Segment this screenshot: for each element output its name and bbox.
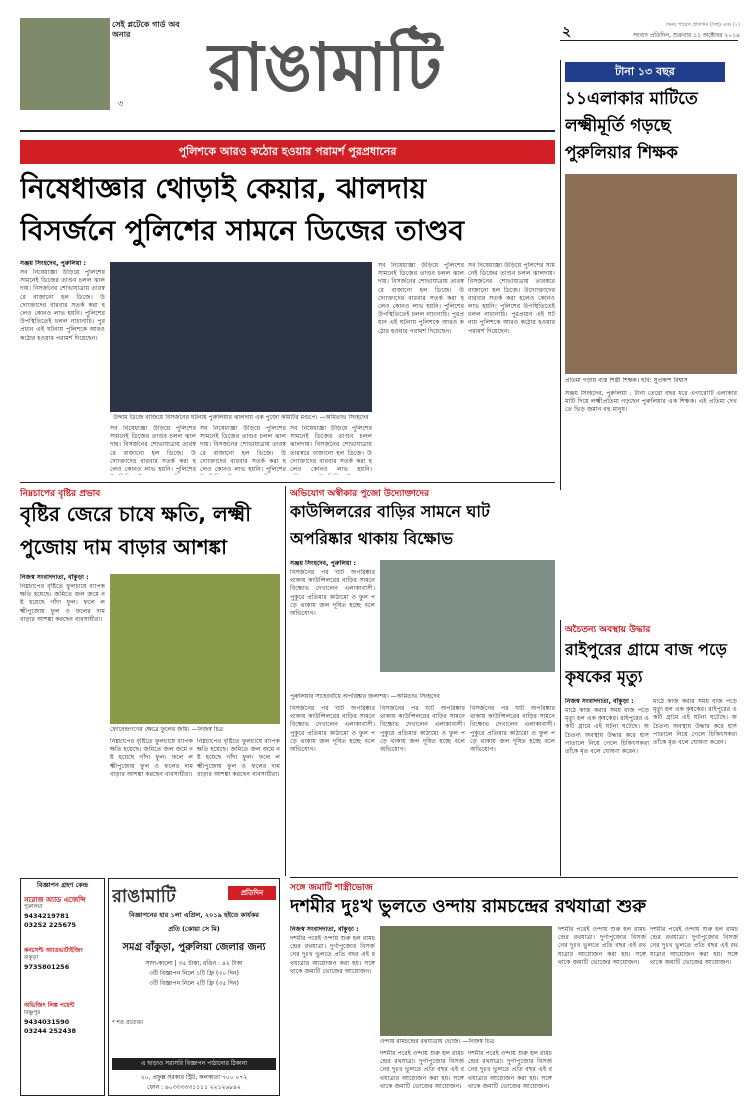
right-top-body: সঞ্জয় সিংহদেব, পুরুলিয়া : টানা তেরো বছর ধরে এগারোটি এলাকার মাটি দিয়ে লক্ষ্মীপ্রতিমা গড়ছেন পুরুলিয়ার এক শিক্ষক। এই প্রতিমা দেখতে ভিড় জমান বহু মানুষ।: [565, 390, 737, 414]
header-rule: [560, 40, 738, 41]
bottom-photo: [380, 926, 552, 1036]
right-mid-body-col1: মাঠে কাজ করার সময় বাজ পড়ে মৃত্যু হল এক কৃষকের। রাইপুরের একটি গ্রামে এই ঘটনা ঘটেছে। অচৈতন্য অবস্থায় উদ্ধার করে হাসপাতালে নিয়ে গেলে চিকিৎসকরা তাঁকে মৃত বলে ঘোষণা করেন।: [565, 707, 649, 756]
agent-1-addr: পুরুলিয়া: [24, 904, 43, 910]
right-mid-headline[interactable]: রাইপুরের গ্রামে বাজ পড়ে কৃষকের মৃত্যু: [565, 640, 727, 686]
lead-top-rule: [20, 130, 555, 132]
lead-dateline: সঞ্জয় সিংহদেব, পুরুলিয়া :: [20, 260, 87, 267]
mid-divider: [285, 486, 286, 876]
lead-headline-1[interactable]: নিষেধাজ্ঞার থোড়াই কেয়ার, ঝালদায়: [20, 172, 427, 205]
lead-headline-2[interactable]: বিসর্জনে পুলিশের সামনে ডিজের তাণ্ডব: [20, 214, 465, 247]
right-top-photo: [565, 174, 737, 374]
ad-office: এ ছাড়াও সরাসরি বিজ্ঞাপন পাঠানোর ঠিকানা: [112, 1058, 276, 1070]
lead-bottom-rule: [20, 482, 555, 483]
page-top-note: বিনয় পারেখ প্রতিদিন (বিশ্ব) এবং (২): [666, 22, 740, 28]
teaser-page: ৩: [118, 99, 124, 108]
mid-kicker: অভিযোগ অস্বীকার পুজো উদ্যোক্তাদের: [290, 489, 430, 499]
left-body-col3: নিম্নচাপের বৃষ্টিতে ফুলচাষে ব্যাপক ক্ষতি হয়েছে। জমিতে জল জমে নষ্ট হয়েছে গাঁদা ফুল। ফলে লক্ষ্মীপুজোয় ফুল ও ফলের দাম বাড়ার আশঙ্কা করছেন ব্যবসায়ীরা।: [197, 738, 280, 778]
ad-rate1: সাদা-কালো | ৩৫ টাকা, রঙিন : ৪২ টাকা: [145, 960, 243, 967]
ad-rate2: ৩টি বিজ্ঞাপন নিলে ১টি ফ্রি (৩০ দিন): [149, 970, 239, 977]
mid-headline[interactable]: কাউন্সিলরের বাড়ির সামনে ঘাট অপরিষ্কার থাকায় বিক্ষোভ: [290, 502, 490, 548]
right-mid-kicker: অচৈতন্য অবস্থায় উদ্ধার: [565, 625, 651, 635]
mid-photo-caption: পুরুলিয়ার সাহেববাঁধে অপরিষ্কার জলাশয়। —অমিতাভ সিংহদেব: [290, 693, 440, 700]
page-date: সংবাদ প্রতিদিন, শুক্রবার ১১ অক্টোবর ২০১৯: [633, 32, 740, 39]
bottom-body-col4: দশমীর পরেই ওন্দায় শুরু হল রামচন্দ্রের রথযাত্রা। দুর্গাপুজোর বিসর্জনের দুঃখ ভুলতে প্রতি বছর এই রথযাত্রার আয়োজন করা হয়। সঙ্গে থাকে জমাটি ভোজের আয়োজন।: [558, 926, 646, 966]
mid-body-col4: বিসর্জনের পর ঘাট অপরিষ্কার থাকায় কাউন্সিলরের বাড়ির সামনে বিক্ষোভ দেখালেন এলাকাবাসী। পুকুরে প্রতিমার কাঠামো ও ফুল পড়ে থাকায় জল দূষিত হচ্ছে বলে অভিযোগ।: [470, 705, 555, 754]
left-headline[interactable]: বৃষ্টির জেরে চাষে ক্ষতি, লক্ষ্মী পুজোয় দাম বাড়ার আশঙ্কা: [20, 502, 251, 559]
right-col-divider: [560, 60, 561, 490]
ad-address: ২০, প্রফুল্ল সরকার স্ট্রিট, কলকাতা ৭০০ ০৭২: [140, 1074, 248, 1081]
left-photo: [110, 574, 280, 724]
agent-1-phone2: 03252 225675: [24, 921, 77, 929]
mid-dateline: সঞ্জয় সিংহদেব, পুরুলিয়া :: [290, 560, 357, 567]
left-dateline: নিজস্ব সংবাদদাতা, বাঁকুড়া :: [20, 574, 89, 581]
ad-line3: সমগ্র বাঁকুড়া, পুরুলিয়া জেলার জন্য: [122, 942, 266, 953]
bottom-headline[interactable]: দশমীর দুঃখ ভুলতে ওন্দায় রামচন্দ্রের রথযাত্রা শুরু: [290, 896, 647, 917]
lead-body-col4: সব নিষেধাজ্ঞা উড়িয়ে পুলিশের সামনেই ডিজের তাণ্ডব চলল ঝালদায়। বিসর্জনের শোভাযাত্রায় তারস্বরে বাজানো হল ডিজে। উদ্যোক্তাদের বারবার সতর্ক করা হলেও কোনও লাভ হয়নি।: [290, 425, 372, 474]
lead-kicker: পুলিশকে আরও কঠোর হওয়ার পরামর্শ পুরপ্রধানের: [20, 140, 555, 164]
agent-3-addr: বিষ্ণুপুর: [24, 1010, 41, 1016]
right-mid-dateline: নিজস্ব সংবাদদাতা, বাঁকুড়া :: [565, 698, 634, 705]
bottom-body-col5: দশমীর পরেই ওন্দায় শুরু হল রামচন্দ্রের রথযাত্রা। দুর্গাপুজোর বিসর্জনের দুঃখ ভুলতে প্রতি বছর এই রথযাত্রার আয়োজন করা হয়। সঙ্গে থাকে জমাটি ভোজের আয়োজন।: [650, 926, 738, 966]
ad-brand: রাঙামাটি: [112, 886, 176, 907]
left-body-col2: নিম্নচাপের বৃষ্টিতে ফুলচাষে ব্যাপক ক্ষতি হয়েছে। জমিতে জল জমে নষ্ট হয়েছে গাঁদা ফুল। ফলে লক্ষ্মীপুজোয় ফুল ও ফলের দাম বাড়ার আশঙ্কা করছেন ব্যবসায়ীরা।: [110, 738, 193, 778]
pratidin-logo: প্রতিদিন: [228, 886, 276, 900]
agent-3-name: অভিজিৎ লিঙ্ক পয়েন্ট: [24, 1002, 75, 1009]
ad-note: * শর্ত প্রযোজ্য: [112, 1020, 144, 1026]
lead-body-col5: সব নিষেধাজ্ঞা উড়িয়ে পুলিশের সামনেই ডিজের তাণ্ডব চলল ঝালদায়। বিসর্জনের শোভাযাত্রায় তারস্বরে বাজানো হল ডিজে। উদ্যোক্তাদের বারবার সতর্ক করা হলেও কোনও লাভ হয়নি। পুলিশের উপস্থিতিতেই চলল নাচানাচি। পুরপ্রধান এই ঘটনায় পুলিশকে আরও কঠোর হওয়ার পরামর্শ দিয়েছেন।: [378, 262, 464, 335]
lead-body-col6: সব নিষেধাজ্ঞা উড়িয়ে পুলিশের সামনেই ডিজের তাণ্ডব চলল ঝালদায়। বিসর্জনের শোভাযাত্রায় তারস্বরে বাজানো হল ডিজে। উদ্যোক্তাদের বারবার সতর্ক করা হলেও কোনও লাভ হয়নি। পুলিশের উপস্থিতিতেই চলল নাচানাচি। পুরপ্রধান এই ঘটনায় পুলিশকে আরও কঠোর হওয়ার পরামর্শ দিয়েছেন।: [468, 262, 555, 335]
teaser-text[interactable]: সেই প্লটেকে গার্ড অব অনার: [112, 20, 180, 39]
bottom-dateline: নিজস্ব সংবাদদাতা, বাঁকুড়া :: [290, 926, 359, 933]
teaser-photo: [20, 18, 110, 110]
agent-2-phone: 9735801256: [24, 963, 70, 971]
right-top-caption: প্রতিমা গড়ায় ব্যস্ত শিল্পী শিক্ষক। ছবি: সুপ্রকাশ বিশ্বাস: [565, 377, 688, 384]
agent-1-phone: 9434219781: [24, 912, 70, 920]
lead-photo: [110, 262, 372, 412]
ad-phones: ফোন : ৯০৩৩৩৩৩১১১১ ২২১২৬৮৯২: [147, 1084, 241, 1091]
bottom-top-rule: [290, 877, 738, 878]
left-photo-caption: ফোনেন্দ্রগণের ক্ষেত্রে ফুলের জমি। —নিজস্ব চিত্র: [110, 726, 224, 733]
agent-2-name: কনসেপ্ট অ্যাডভার্টাইজিং: [24, 947, 83, 954]
mid-photo: [380, 560, 555, 672]
agent-3-phone: 9434031590: [24, 1018, 70, 1026]
agent-3-phone2: 03244 252438: [24, 1027, 77, 1035]
ad-rate3: ৩টি বিজ্ঞাপন নিলে ২টি ফ্রি (৩৫ দিন): [149, 980, 239, 987]
agent-1-name: সরোজ অ্যাড এজেন্সি: [24, 896, 86, 904]
lead-body-col3: সব নিষেধাজ্ঞা উড়িয়ে পুলিশের সামনেই ডিজের তাণ্ডব চলল ঝালদায়। বিসর্জনের শোভাযাত্রায় তারস্বরে বাজানো হল ডিজে। উদ্যোক্তাদের বারবার সতর্ক করা হলেও কোনও লাভ হয়নি। পুলিশের: [200, 425, 286, 474]
bottom-body-col2: দশমীর পরেই ওন্দায় শুরু হল রামচন্দ্রের রথযাত্রা। দুর্গাপুজোর বিসর্জনের দুঃখ ভুলতে প্রতি বছর এই রথযাত্রার আয়োজন করা হয়। সঙ্গে থাকে জমাটি ভোজের আয়োজন।: [380, 1050, 464, 1090]
right-mid-divider: [560, 620, 561, 876]
mid-body-col1: বিসর্জনের পর ঘাট অপরিষ্কার থাকায় কাউন্সিলরের বাড়ির সামনে বিক্ষোভ দেখালেন এলাকাবাসী। পুকুরে প্রতিমার কাঠামো ও ফুল পড়ে থাকায় জল দূষিত হচ্ছে বলে অভিযোগ।: [290, 569, 375, 618]
lead-body-col1: সব নিষেধাজ্ঞা উড়িয়ে পুলিশের সামনেই ডিজের তাণ্ডব চলল ঝালদায়। বিসর্জনের শোভাযাত্রায় তারস্বরে বাজানো হল ডিজে। উদ্যোক্তাদের বারবার সতর্ক করা হলেও কোনও লাভ হয়নি। পুলিশের উপস্থিতিতেই চলল নাচানাচি। পুরপ্রধান এই ঘটনায় পুলিশকে আরও কঠোর হওয়ার পরামর্শ দিয়েছেন।: [20, 269, 105, 342]
agent-2-addr: বাঁকুড়া: [24, 955, 39, 961]
masthead-title: রাঙামাটি: [208, 29, 442, 106]
ad-line2: প্রতি (কোয়া সে মি): [168, 925, 220, 933]
left-kicker: নিম্নচাপের বৃষ্টির প্রভাব: [20, 489, 101, 499]
right-mid-body-col2: মাঠে কাজ করার সময় বাজ পড়ে মৃত্যু হল এক কৃষকের। রাইপুরের একটি গ্রামে এই ঘটনা ঘটেছে। অচৈতন্য অবস্থায় উদ্ধার করে হাসপাতালে নিয়ে গেলে চিকিৎসকরা তাঁকে মৃত বলে ঘোষণা করেন।: [653, 698, 737, 747]
page-number: ২: [562, 24, 572, 40]
lead-photo-caption: উদ্দাম ডিজে বাজিয়ে বিসর্জনের ঘটনায় পুরুলিয়ার ঝালদায় এক পুজো কমিটির মণ্ডপে। —অমিতাভ সিংহদেব: [113, 414, 369, 421]
left-body-col1: নিম্নচাপের বৃষ্টিতে ফুলচাষে ব্যাপক ক্ষতি হয়েছে। জমিতে জল জমে নষ্ট হয়েছে গাঁদা ফুল। ফলে লক্ষ্মীপুজোয় ফুল ও ফলের দাম বাড়ার আশঙ্কা করছেন ব্যবসায়ীরা।: [20, 583, 105, 623]
bottom-body-col1: দশমীর পরেই ওন্দায় শুরু হল রামচন্দ্রের রথযাত্রা। দুর্গাপুজোর বিসর্জনের দুঃখ ভুলতে প্রতি বছর এই রথযাত্রার আয়োজন করা হয়। সঙ্গে থাকে জমাটি ভোজের আয়োজন।: [290, 935, 375, 975]
right-top-label: টানা ১৩ বছর: [565, 62, 725, 82]
ad-line1: বিজ্ঞাপনের হার ১লা এপ্রিল, ২০১৯ হইতে কার্যকর: [129, 911, 259, 919]
lead-body-col2: সব নিষেধাজ্ঞা উড়িয়ে পুলিশের সামনেই ডিজের তাণ্ডব চলল ঝালদায়। বিসর্জনের শোভাযাত্রায় তারস্বরে বাজানো হল ডিজে। উদ্যোক্তাদের বারবার সতর্ক করা হলেও কোনও লাভ হয়নি। পুলিশের: [110, 425, 196, 474]
bottom-body-col3: দশমীর পরেই ওন্দায় শুরু হল রামচন্দ্রের রথযাত্রা। দুর্গাপুজোর বিসর্জনের দুঃখ ভুলতে প্রতি বছর এই রথযাত্রার আয়োজন করা হয়। সঙ্গে থাকে জমাটি ভোজের আয়োজন।: [468, 1050, 552, 1090]
mid-body-col3: বিসর্জনের পর ঘাট অপরিষ্কার থাকায় কাউন্সিলরের বাড়ির সামনে বিক্ষোভ দেখালেন এলাকাবাসী। পুকুরে প্রতিমার কাঠামো ও ফুল পড়ে থাকায় জল দূষিত হচ্ছে বলে অভিযোগ।: [380, 705, 465, 754]
bottom-kicker: সঙ্গে জমাটি শাস্ত্রীভোজ: [290, 883, 373, 893]
ad-left-header: বিজ্ঞাপন গ্রহণ কেন্দ্র: [36, 881, 89, 889]
right-top-headline[interactable]: ১১এলাকার মাটিতে লক্ষ্মীমূর্তি গড়ছে পুরুলিয়ার শিক্ষক: [565, 89, 698, 163]
mid-body-col2: বিসর্জনের পর ঘাট অপরিষ্কার থাকায় কাউন্সিলরের বাড়ির সামনে বিক্ষোভ দেখালেন এলাকাবাসী। পুকুরে প্রতিমার কাঠামো ও ফুল পড়ে থাকায় জল দূষিত হচ্ছে বলে অভিযোগ।: [290, 705, 375, 754]
bottom-photo-caption: ওন্দায় রামচন্দ্রের রথযাত্রায় ভোজ। —নিজস্ব চিত্র: [380, 1038, 495, 1045]
